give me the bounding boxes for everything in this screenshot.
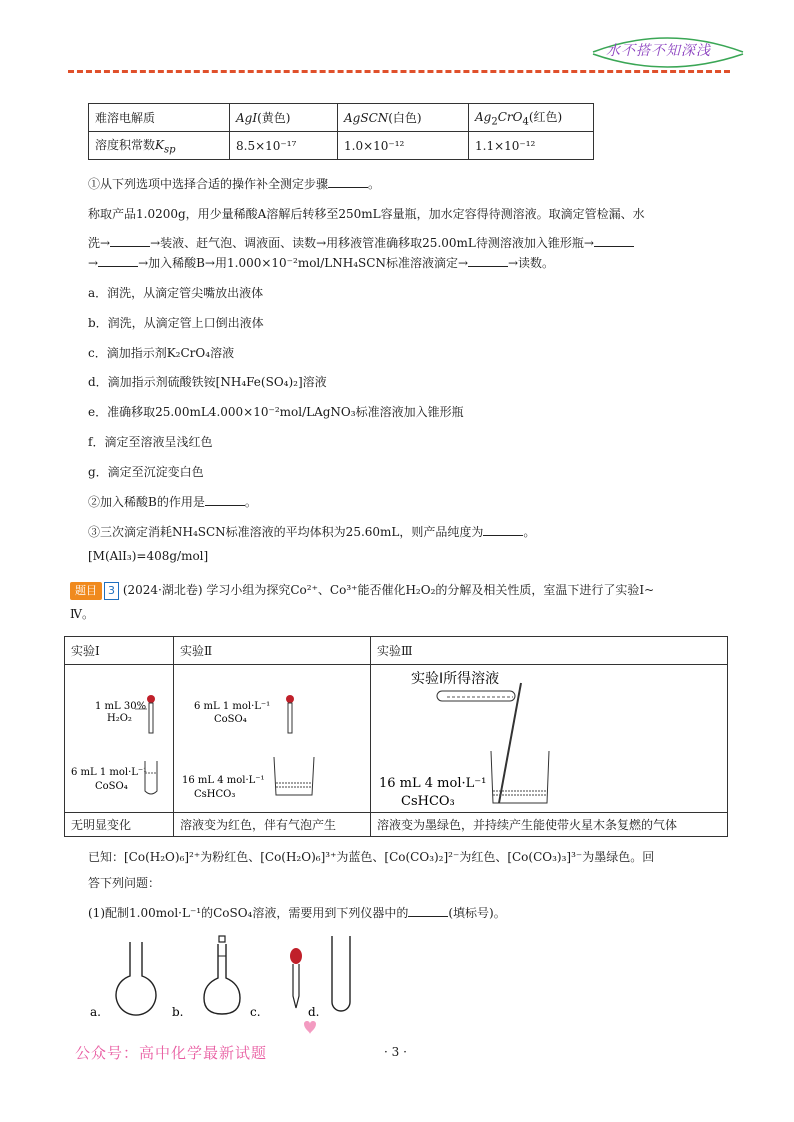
exp1-top-label-2: H₂O₂	[107, 713, 132, 724]
ksp-table	[88, 103, 594, 160]
dropper-bulb-icon	[290, 948, 302, 964]
dropper-icon	[288, 703, 292, 733]
option-f: f．滴定至溶液呈浅红色	[88, 435, 213, 449]
q2: ②加入稀酸B的作用是 。	[88, 495, 257, 509]
exp2-diagram	[174, 665, 370, 809]
table-cell: AgSCN(白色)	[338, 104, 469, 132]
answer-blank[interactable]	[328, 177, 368, 188]
problem-number: 3	[104, 582, 119, 600]
table-row	[65, 665, 728, 813]
dropper-icon	[149, 703, 153, 733]
volumetric-flask-icon	[204, 944, 240, 1014]
q3: ③三次滴定消耗NH₄SCN标准溶液的平均体积为25.60mL，则产品纯度为 。	[88, 525, 536, 539]
table-cell: 8.5×10⁻¹⁷	[230, 132, 338, 160]
problem-3-line1: 题目 3 (2024·湖北卷) 学习小组为探究Co²⁺、Co³⁺能否催化H₂O₂的分解及相关性质，室温下进行了实验I~	[70, 582, 654, 600]
table-row	[89, 132, 594, 160]
apparatus-label-c: c.	[250, 1005, 261, 1019]
stopper-icon	[219, 936, 225, 942]
q1-intro: ①从下列选项中选择合适的操作补全测定步骤 。	[88, 177, 381, 191]
option-b: b．润洗，从滴定管上口倒出液体	[88, 316, 264, 330]
q1-step-c: → →加入稀酸B→用1.000×10⁻²mol/LNH₄SCN标准溶液滴定→ →读数。	[88, 256, 555, 270]
table-header: 实验Ⅲ	[371, 637, 728, 665]
exp2-top-label-2: CoSO₄	[214, 714, 247, 725]
problem-3-line2: Ⅳ。	[70, 607, 94, 621]
experiment-table	[64, 636, 728, 837]
table-cell: 溶度积常数$K_{sp}$	[89, 132, 230, 160]
exp1-bottom-label-1: 6 mL 1 mol·L⁻¹	[71, 767, 148, 778]
answer-blank[interactable]	[408, 906, 448, 917]
answer-blank[interactable]	[594, 236, 634, 247]
page-number: · 3 ·	[384, 1045, 407, 1059]
q3-molar-mass: [M(AlI₃)=408g/mol]	[88, 549, 209, 563]
exp1-diagram-cell	[65, 665, 174, 813]
test-tube-icon	[332, 936, 350, 1011]
dropper-icon	[293, 964, 299, 1008]
beaker-icon	[274, 757, 314, 795]
table-cell: 难溶电解质	[89, 104, 230, 132]
answer-blank[interactable]	[205, 495, 245, 506]
table-row	[89, 104, 594, 132]
answer-blank[interactable]	[98, 256, 138, 267]
exp1-diagram	[65, 665, 173, 809]
problem-tag: 题目	[70, 582, 102, 600]
exp2-result: 溶液变为红色，伴有气泡产生	[174, 813, 371, 837]
exp3-result: 溶液变为墨绿色，并持续产生能使带火星木条复燃的气体	[371, 813, 728, 837]
exp3-top-label: 实验Ⅰ所得溶液	[411, 671, 500, 687]
option-a: a．润洗，从滴定管尖嘴放出液体	[88, 286, 264, 300]
sub-question-1: (1)配制1.00mol·L⁻¹的CoSO₄溶液，需要用到下列仪器中的 (填标号)。	[88, 906, 506, 920]
table-header: 实验I	[65, 637, 174, 665]
exp3-bottom-label-2: CsHCO₃	[401, 794, 455, 809]
apparatus-label-a: a.	[90, 1005, 101, 1019]
round-bottom-flask-icon	[116, 942, 156, 1015]
option-c: c．滴加指示剂K₂CrO₄溶液	[88, 346, 235, 360]
known-line1: 已知：[Co(H₂O)₆]²⁺为粉红色、[Co(H₂O)₆]³⁺为蓝色、[Co(CO₃)₂]²⁻为红色、[Co(CO₃)₃]³⁻为墨绿色。回	[88, 850, 655, 864]
header-logo-text: 水不搭不知深浅	[606, 43, 711, 59]
q1-step-a: 称取产品1.0200g，用少量稀酸A溶解后转移至250mL容量瓶，加水定容得待测溶液。取滴定管检漏、水	[88, 207, 645, 221]
exp2-diagram-cell	[174, 665, 371, 813]
table-cell: $Ag_2CrO_4$(红色)	[469, 104, 594, 132]
known-line2: 答下列问题：	[88, 876, 161, 890]
option-d: d．滴加指示剂硫酸铁铵[NH₄Fe(SO₄)₂]溶液	[88, 375, 327, 389]
option-g: g．滴定至沉淀变白色	[88, 465, 204, 479]
heart-icon	[296, 1016, 326, 1040]
apparatus-label-b: b.	[172, 1005, 184, 1019]
apparatus-figure	[86, 932, 366, 1028]
exp1-bottom-label-2: CoSO₄	[95, 781, 128, 792]
test-tube-horizontal-icon	[437, 691, 515, 701]
exp2-top-label-1: 6 mL 1 mol·L⁻¹	[194, 701, 271, 712]
answer-blank[interactable]	[468, 256, 508, 267]
exp1-top-label-1: 1 mL 30%	[95, 701, 147, 712]
dropper-bulb-icon	[286, 695, 294, 703]
exp3-diagram	[371, 665, 727, 809]
table-cell: AgI(黄色)	[230, 104, 338, 132]
exp3-diagram-cell	[371, 665, 728, 813]
q1-step-b: 洗→ →装液、赶气泡、调液面、读数→用移液管准确移取25.00mL待测溶液加入锥形瓶→	[88, 235, 634, 251]
answer-blank[interactable]	[110, 236, 150, 247]
apparatus-label-d: d.	[308, 1005, 320, 1019]
header-divider	[68, 70, 730, 73]
exp2-bottom-label-1: 16 mL 4 mol·L⁻¹	[182, 775, 265, 786]
exp2-bottom-label-2: CsHCO₃	[194, 789, 236, 800]
table-cell: 1.0×10⁻¹²	[338, 132, 469, 160]
answer-blank[interactable]	[483, 525, 523, 536]
table-header: 实验Ⅱ	[174, 637, 371, 665]
table-row	[65, 637, 728, 665]
exp3-bottom-label-1: 16 mL 4 mol·L⁻¹	[379, 776, 487, 791]
exp1-result: 无明显变化	[65, 813, 174, 837]
option-e: e．准确移取25.00mL4.000×10⁻²mol/LAgNO₃标准溶液加入锥形瓶	[88, 405, 464, 419]
dropper-bulb-icon	[147, 695, 155, 703]
table-cell: 1.1×10⁻¹²	[469, 132, 594, 160]
footer-account: 公众号：高中化学最新试题	[75, 1044, 268, 1062]
table-row	[65, 813, 728, 837]
